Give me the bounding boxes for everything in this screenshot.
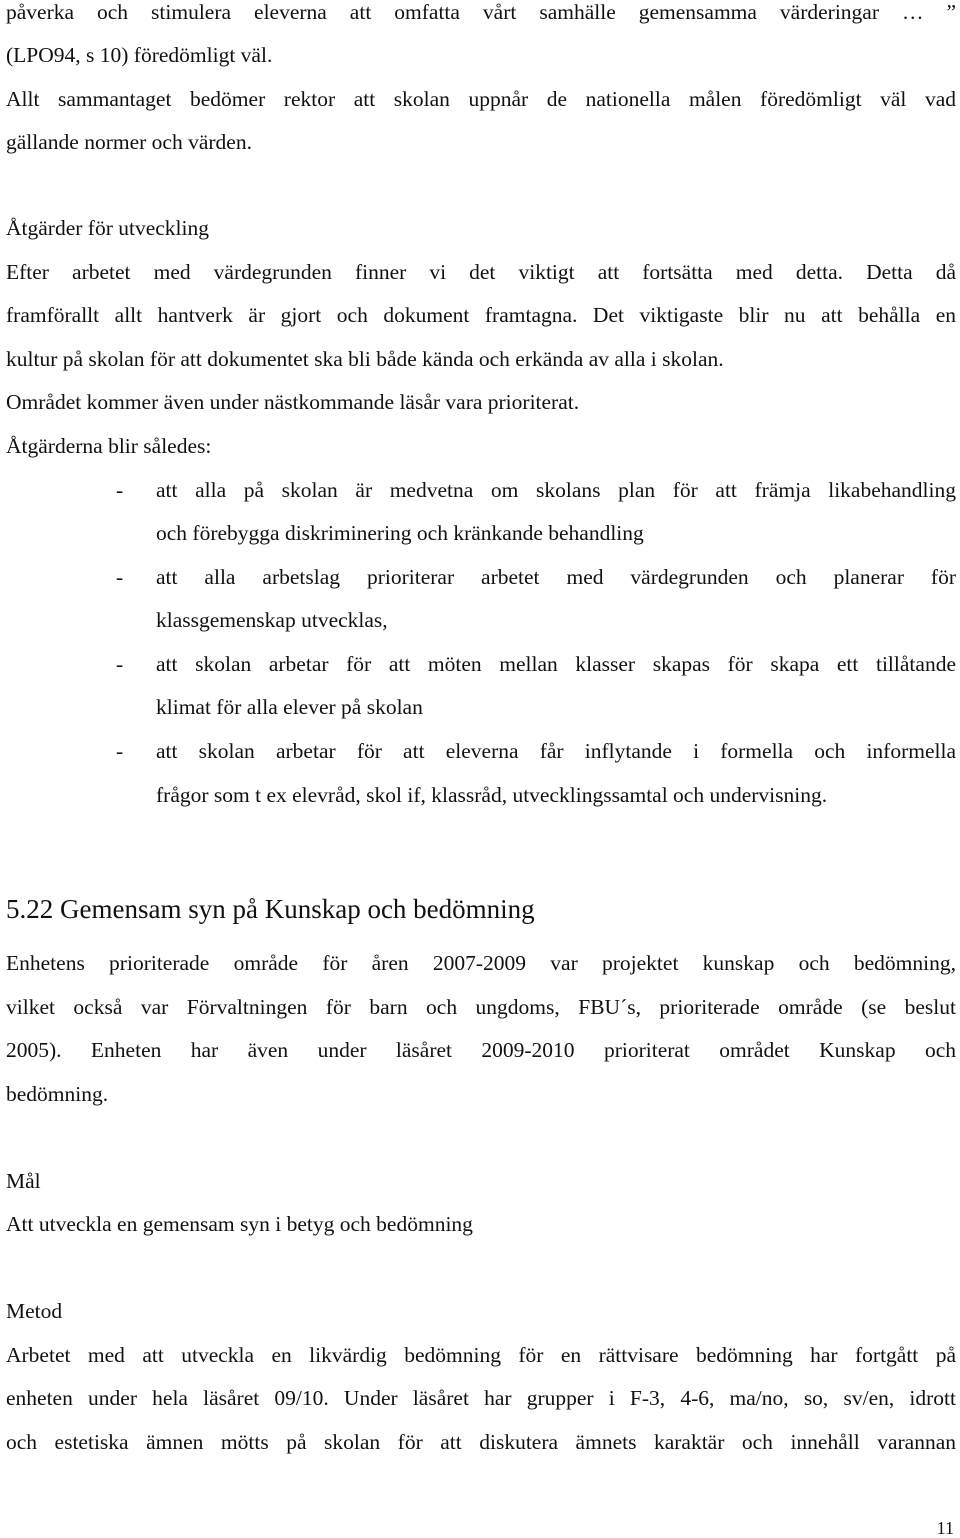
section-paragraph-line-2: vilket också var Förvaltningen för barn och ungdoms, FBU´s, prioriterade område (se beslut bbox=[6, 995, 956, 1019]
intro-line-2: (LPO94, s 10) föredömligt väl. bbox=[6, 43, 273, 67]
list-item-1-line-2: och förebygga diskriminering och kränkande behandling bbox=[156, 521, 644, 545]
list-item-4-line-1: att skolan arbetar för att eleverna får inflytande i formella och informella bbox=[156, 739, 956, 763]
list-bullet: - bbox=[116, 478, 124, 502]
list-bullet: - bbox=[116, 739, 124, 763]
intro-line-3: Allt sammantaget bedömer rektor att skolan uppnår de nationella målen föredömligt väl vad bbox=[6, 87, 956, 111]
section-heading: 5.22 Gemensam syn på Kunskap och bedömning bbox=[6, 894, 535, 924]
section-paragraph-line-4: bedömning. bbox=[6, 1082, 109, 1106]
list-item-3-line-2: klimat för alla elever på skolan bbox=[156, 695, 423, 719]
list-item-2-line-2: klassgemenskap utvecklas, bbox=[156, 608, 388, 632]
mal-text: Att utveckla en gemensam syn i betyg och bedömning bbox=[6, 1212, 473, 1236]
atgarder-paragraph-line-3: kultur på skolan för att dokumentet ska bli både kända och erkända av alla i skolan. bbox=[6, 347, 724, 371]
list-item-2-line-1: att alla arbetslag prioriterar arbetet med värdegrunden och planerar för bbox=[156, 565, 956, 589]
metod-line-3: och estetiska ämnen mötts på skolan för att diskutera ämnets karaktär och innehåll varannan bbox=[6, 1430, 956, 1454]
intro-line-4: gällande normer och värden. bbox=[6, 130, 252, 154]
page-number: 11 bbox=[936, 1518, 954, 1538]
intro-line-1: påverka och stimulera eleverna att omfatta vårt samhälle gemensamma värderingar … ” bbox=[6, 0, 956, 24]
section-paragraph-line-3: 2005). Enheten har även under läsåret 2009-2010 prioriterat området Kunskap och bbox=[6, 1038, 956, 1062]
atgarder-heading: Åtgärder för utveckling bbox=[6, 216, 209, 240]
list-item-1-line-1: att alla på skolan är medvetna om skolans plan för att främja likabehandling bbox=[156, 478, 956, 502]
list-bullet: - bbox=[116, 565, 124, 589]
list-bullet: - bbox=[116, 652, 124, 676]
atgarder-paragraph-line-2: framförallt allt hantverk är gjort och dokument framtagna. Det viktigaste blir nu att behålla en bbox=[6, 303, 956, 327]
list-item-3-line-1: att skolan arbetar för att möten mellan klasser skapas för skapa ett tillåtande bbox=[156, 652, 956, 676]
section-paragraph-line-1: Enhetens prioriterade område för åren 2007-2009 var projektet kunskap och bedömning, bbox=[6, 951, 956, 975]
metod-heading: Metod bbox=[6, 1299, 63, 1323]
list-item-4-line-2: frågor som t ex elevråd, skol if, klassråd, utvecklingssamtal och undervisning. bbox=[156, 783, 828, 807]
atgarder-list-intro: Åtgärderna blir således: bbox=[6, 434, 212, 458]
metod-line-2: enheten under hela läsåret 09/10. Under läsåret har grupper i F-3, 4-6, ma/no, so, sv/en, idrott bbox=[6, 1386, 956, 1410]
metod-line-1: Arbetet med att utveckla en likvärdig bedömning för en rättvisare bedömning har fortgått på bbox=[6, 1343, 956, 1367]
mal-heading: Mål bbox=[6, 1169, 41, 1193]
atgarder-paragraph-line-1: Efter arbetet med värdegrunden finner vi det viktigt att fortsätta med detta. Detta då bbox=[6, 260, 956, 284]
atgarder-paragraph-line-4: Området kommer även under nästkommande läsår vara prioriterat. bbox=[6, 390, 580, 414]
